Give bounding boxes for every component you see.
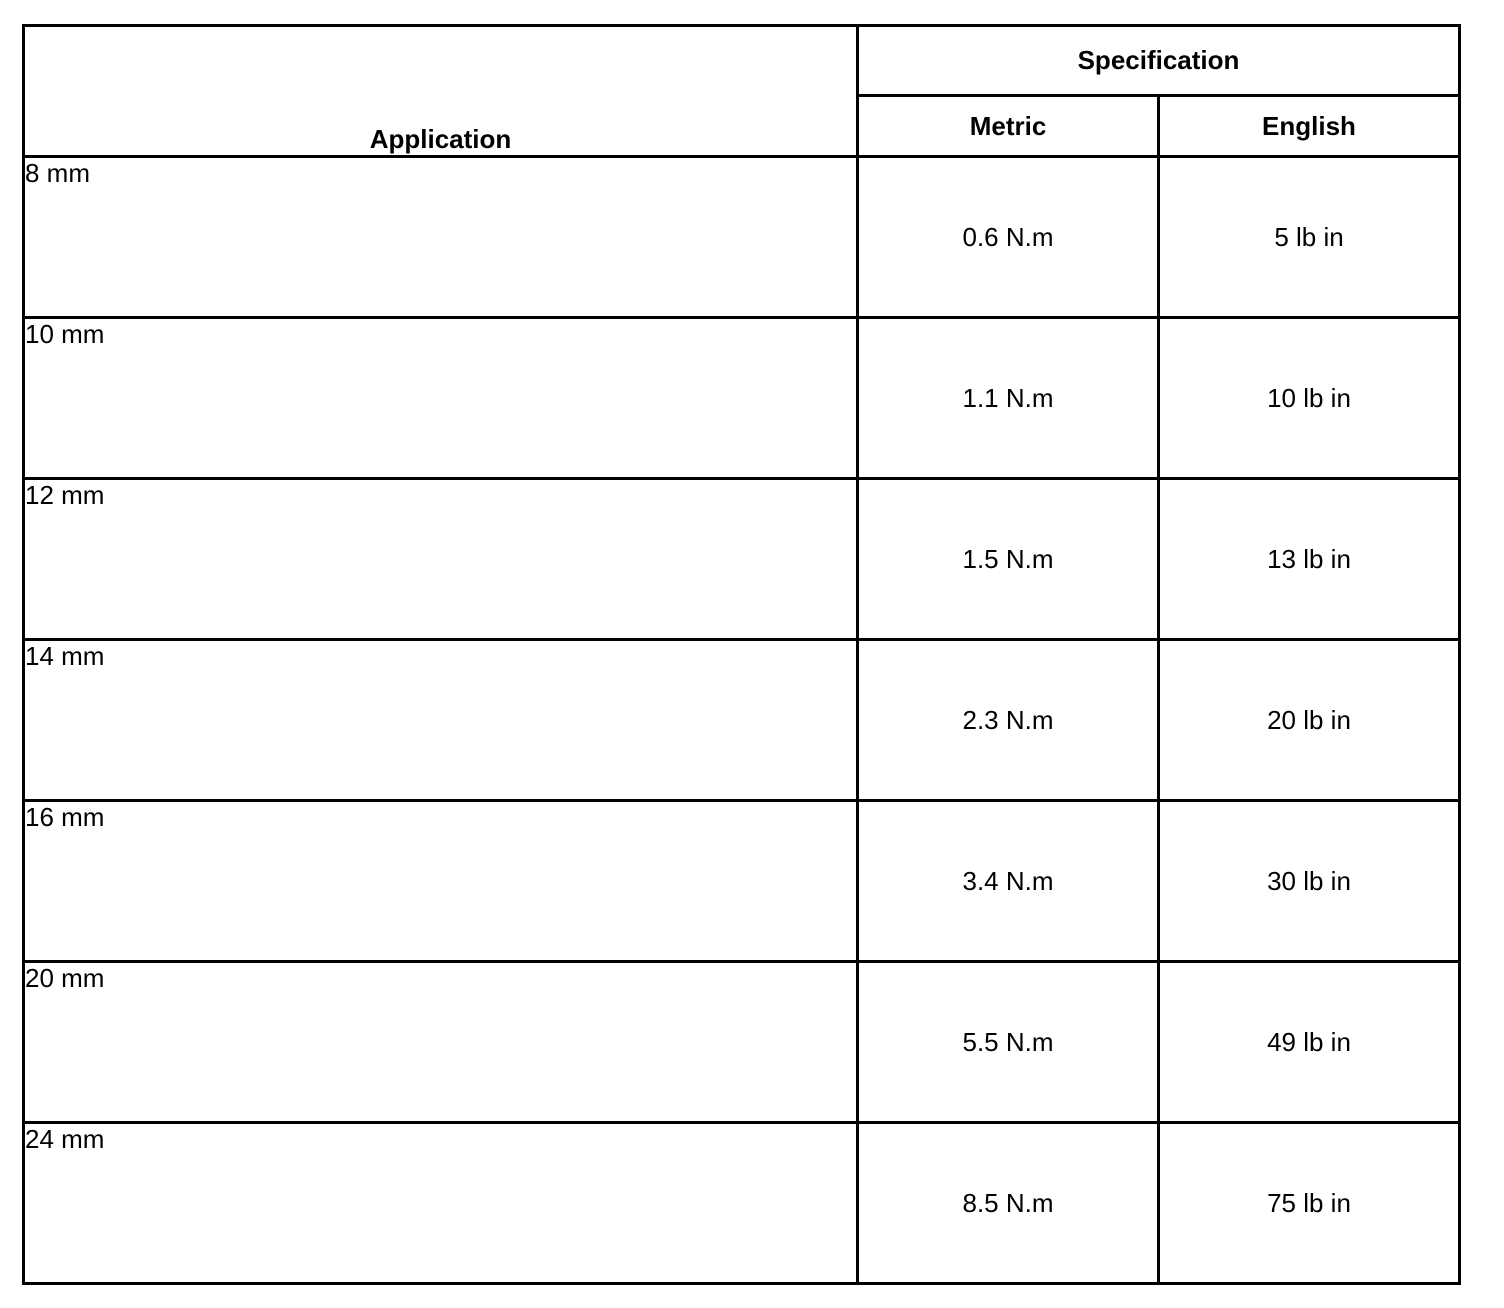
table-row (24, 157, 1460, 318)
cell-english: 49 lb in (1159, 962, 1460, 1123)
cell-application: 8 mm (24, 157, 858, 318)
cell-metric: 1.1 N.m (858, 318, 1159, 479)
cell-english: 5 lb in (1159, 157, 1460, 318)
table-row (24, 1123, 1460, 1284)
cell-metric: 0.6 N.m (858, 157, 1159, 318)
cell-application: 12 mm (24, 479, 858, 640)
cell-metric: 8.5 N.m (858, 1123, 1159, 1284)
cell-metric: 1.5 N.m (858, 479, 1159, 640)
cell-application: 20 mm (24, 962, 858, 1123)
table-body (24, 157, 1460, 1284)
header-specification: Specification (858, 26, 1460, 96)
table-row (24, 318, 1460, 479)
table-header (24, 26, 1460, 157)
cell-application: 10 mm (24, 318, 858, 479)
cell-application: 24 mm (24, 1123, 858, 1284)
header-metric: Metric (858, 96, 1159, 157)
cell-english: 13 lb in (1159, 479, 1460, 640)
table-row (24, 962, 1460, 1123)
table-row (24, 640, 1460, 801)
cell-application: 16 mm (24, 801, 858, 962)
header-english: English (1159, 96, 1460, 157)
cell-english: 30 lb in (1159, 801, 1460, 962)
table-row (24, 479, 1460, 640)
header-application: Application (24, 26, 858, 157)
cell-english: 75 lb in (1159, 1123, 1460, 1284)
cell-metric: 2.3 N.m (858, 640, 1159, 801)
cell-application: 14 mm (24, 640, 858, 801)
table-row (24, 801, 1460, 962)
torque-specification-table (22, 24, 1461, 1285)
header-row-top (24, 26, 1460, 96)
cell-english: 20 lb in (1159, 640, 1460, 801)
cell-metric: 3.4 N.m (858, 801, 1159, 962)
cell-metric: 5.5 N.m (858, 962, 1159, 1123)
cell-english: 10 lb in (1159, 318, 1460, 479)
